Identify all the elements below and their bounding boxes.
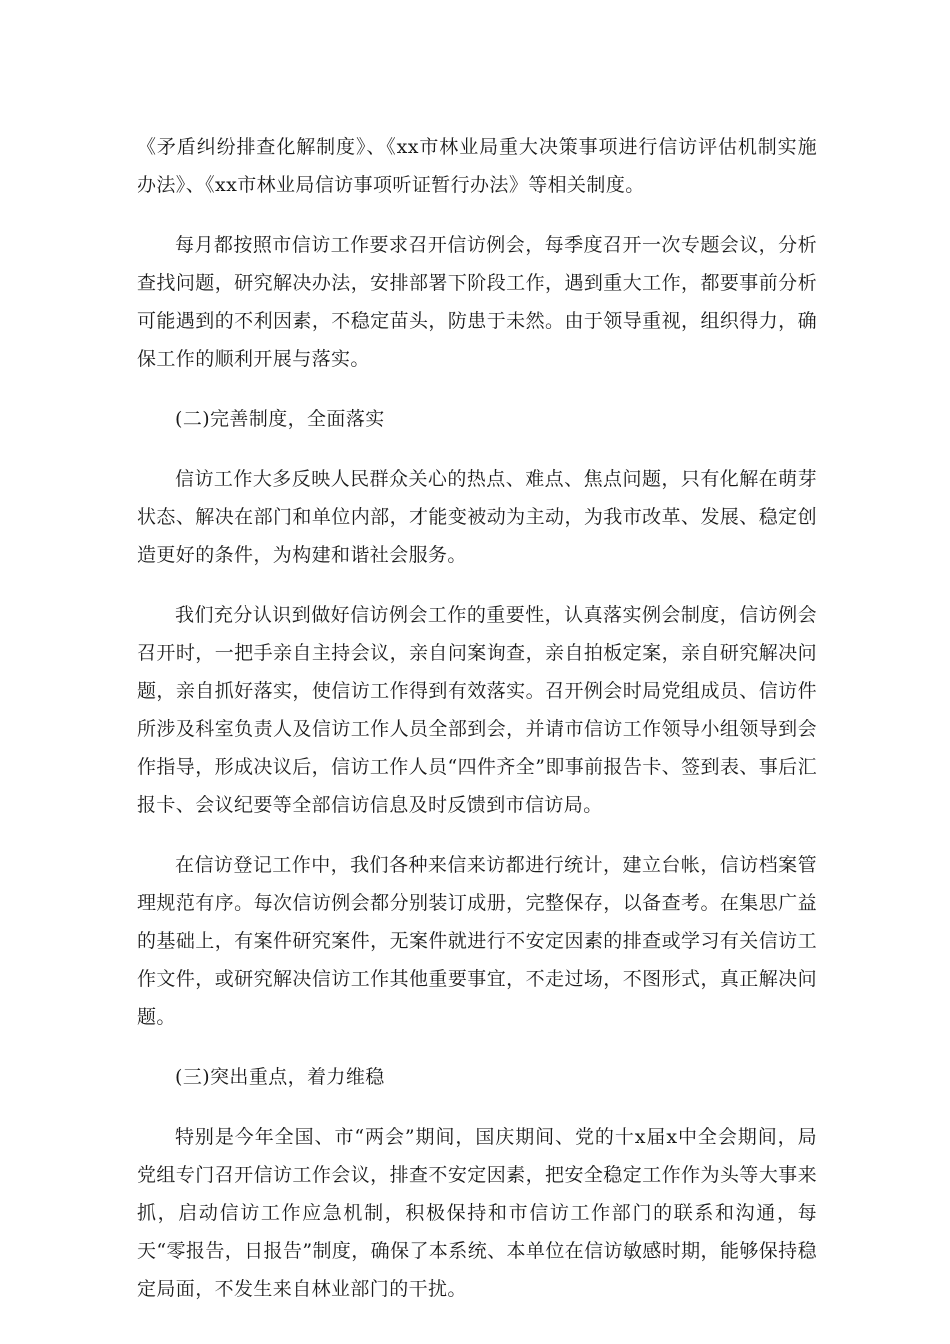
document-body [137, 128, 817, 1330]
paragraph-related-regulations: 《矛盾纠纷排查化解制度》、《xx市林业局重大决策事项进行信访评估机制实施办法》、《xx市林业局信访事项听证暂行办法》等相关制度。 [137, 136, 817, 196]
section-heading-3: (三)突出重点，着力维稳 [175, 1066, 385, 1088]
paragraph-registration-work: 在信访登记工作中，我们各种来信来访都进行统计，建立台帐，信访档案管理规范有序。每次信访例会都分别装订成册，完整保存，以备查考。在集思广益的基础上，有案件研究案件，无案件就进行不安定因素的排查或学习有关信访工作文件，或研究解决信访工作其他重要事宜，不走过场，不图形式，真正解决问题。 [137, 854, 817, 1028]
section-heading-2: (二)完善制度，全面落实 [175, 408, 385, 430]
paragraph-meeting-system: 我们充分认识到做好信访例会工作的重要性，认真落实例会制度，信访例会召开时，一把手亲自主持会议，亲自问案询查，亲自拍板定案，亲自研究解决问题，亲自抓好落实，使信访工作得到有效落实。召开例会时局党组成员、信访件所涉及科室负责人及信访工作人员全部到会，并请市信访工作领导小组领导到会作指导，形成决议后，信访工作人员“四件齐全”即事前报告卡、签到表、事后汇报卡、会议纪要等全部信访信息及时反馈到市信访局。 [137, 604, 817, 816]
paragraph-monthly-meetings: 每月都按照市信访工作要求召开信访例会，每季度召开一次专题会议，分析查找问题，研究解决办法，安排部署下阶段工作，遇到重大工作，都要事前分析可能遇到的不利因素，不稳定苗头，防患于未然。由于领导重视，组织得力，确保工作的顺利开展与落实。 [137, 234, 817, 370]
paragraph-petition-hotspots: 信访工作大多反映人民群众关心的热点、难点、焦点问题，只有化解在萌芽状态、解决在部门和单位内部，才能变被动为主动，为我市改革、发展、稳定创造更好的条件，为构建和谐社会服务。 [137, 468, 817, 566]
paragraph-stability-maintenance: 特别是今年全国、市“两会”期间，国庆期间、党的十x届x中全会期间，局党组专门召开信访工作会议，排查不安定因素，把安全稳定工作作为头等大事来抓，启动信访工作应急机制，积极保持和市信访工作部门的联系和沟通，每天“零报告，日报告”制度，确保了本系统、本单位在信访敏感时期，能够保持稳定局面，不发生来自林业部门的干扰。 [137, 1126, 817, 1300]
